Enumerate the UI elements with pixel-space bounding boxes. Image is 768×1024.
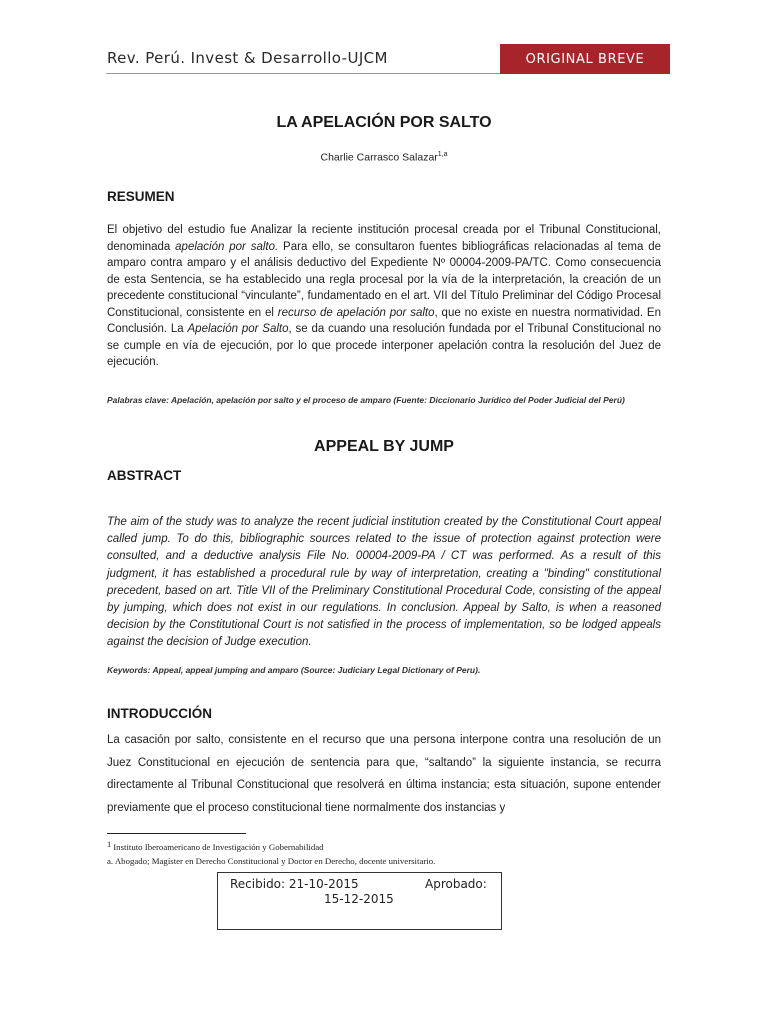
article-title-es: LA APELACIÓN POR SALTO xyxy=(276,114,492,131)
approved-date: 15-12-2015 xyxy=(324,892,394,906)
resumen-segment: , se da cuando una resolución fundada por el Tribunal Constitucional no se cumple en vía de ejecución, por lo que procede interponer apelación contra la resolución del Juez de ejecución. xyxy=(107,323,661,368)
keywords xyxy=(107,665,661,677)
keywords-text: Appeal, appeal jumping and amparo (Source: Judiciary Legal Dictionary of Peru). xyxy=(152,665,481,675)
footnote-a: a. Abogado; Magíster en Derecho Constitucional y Doctor en Derecho, docente universitario. xyxy=(107,856,436,866)
palabras-clave xyxy=(107,395,661,407)
author-line xyxy=(0,151,768,164)
footnote-1 xyxy=(107,839,324,852)
keywords-label: Keywords: xyxy=(107,665,151,675)
resumen-segment: El objetivo del estudio fue Analizar la reciente institución procesal creada por el Tribunal Constitucional, denominada xyxy=(107,224,661,253)
footnote-1-text: Instituto Iberoamericano de Investigación y Gobernabilidad xyxy=(113,842,324,852)
footnote-divider xyxy=(107,833,246,834)
palabras-clave-label: Palabras clave: xyxy=(107,395,169,405)
resumen-segment: Para ello, se consultaron fuentes bibliográficas relacionadas al tema de amparo contra amparo y el análisis deductivo del Expediente Nº 00004-2009-PA/TC. Como consecuencia de esta Sentencia, se ha establecido una regla procesal por la vía de la interpretación, la creación de un precedente constitucional “vinculante”, fundamentado en el art. VII del Título Preliminar del Código Procesal Constitucional, consistente en el xyxy=(107,240,662,319)
approved-label: Aprobado: xyxy=(425,877,487,891)
author-name: Charlie Carrasco Salazar xyxy=(320,151,438,164)
author-affiliation-marks: 1,a xyxy=(437,151,448,158)
resumen-text xyxy=(107,222,661,371)
header-divider xyxy=(106,73,500,74)
resumen-heading: RESUMEN xyxy=(107,189,175,204)
introduccion-heading: INTRODUCCIÓN xyxy=(107,706,212,721)
resumen-segment: apelación por salto. xyxy=(175,240,279,253)
received-date: Recibido: 21-10-2015 xyxy=(230,877,359,891)
palabras-clave-text: Apelación, apelación por salto y el proceso de amparo (Fuente: Diccionario Jurídico del Poder Judicial del Perú) xyxy=(170,395,625,405)
abstract-heading: ABSTRACT xyxy=(107,468,182,483)
article-type-badge: ORIGINAL BREVE xyxy=(500,44,670,74)
dates-box xyxy=(217,872,502,930)
footnote-1-mark: 1 xyxy=(107,839,112,849)
introduccion-text: La casación por salto, consistente en el recurso que una persona interpone contra una resolución de un Juez Constitucional en ejecución de sentencia para que, “saltando” la siguiente instancia, se recurra directamente al Tribunal Constitucional que resolverá en última instancia; esta situación, supone entender previamente que el proceso constitucional tiene normalmente dos instancias y xyxy=(107,734,661,815)
journal-title: Rev. Perú. Invest & Desarrollo-UJCM xyxy=(107,49,388,67)
resumen-segment: recurso de apelación por salto xyxy=(277,306,435,319)
resumen-segment: Apelación por Salto xyxy=(187,323,289,335)
article-title-en: APPEAL BY JUMP xyxy=(314,438,454,455)
resumen-segment: , que no existe en nuestra normatividad. En Conclusión. La xyxy=(107,306,661,335)
abstract-text: The aim of the study was to analyze the recent judicial institution created by the Constitutional Court appeal called jump. To do this, bibliographic sources related to the issue of protection against protection were consulted, and a deductive analysis File No. 00004-2009-PA / CT was performed. As a result of this judgment, it has established a procedural rule by way of interpretation, creating a "binding" constitutional precedent, based on art. Title VII of the Preliminary Constitutional Procedural Code, consisting of the appeal by jumping, which does not exist in our regulations. In conclusion. Appeal by Salto, is when a reasoned decision by the Constitutional Court is not satisfied in the process of implementation, so be lodged appeals against the decision of Judge execution. xyxy=(107,516,661,649)
